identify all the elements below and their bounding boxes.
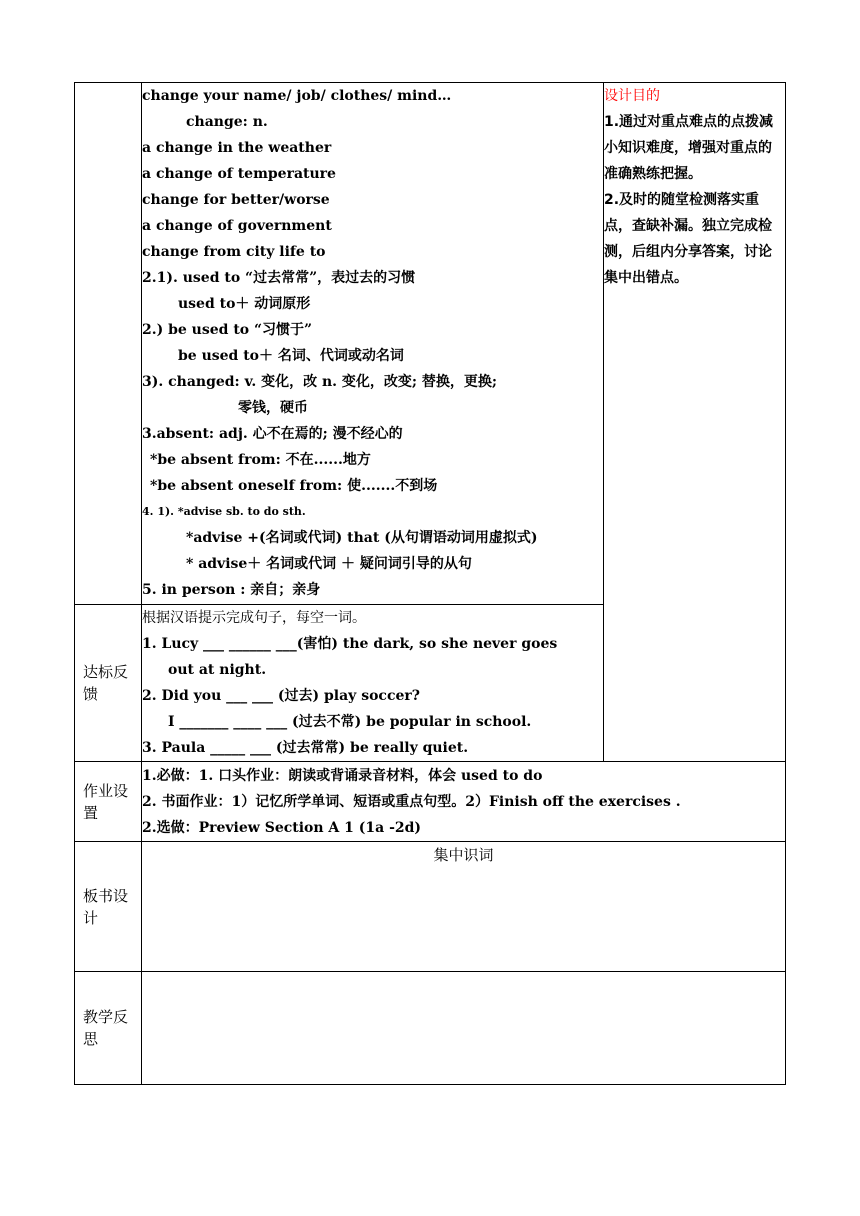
content-line: 3.absent: adj. 心不在焉的; 漫不经心的 bbox=[142, 426, 403, 442]
content-line: change for better/worse bbox=[142, 192, 330, 208]
feedback-cell bbox=[142, 605, 604, 762]
design-purpose-point: 1.通过对重点难点的点拨减小知识难度，增强对重点的准确熟练把握。 bbox=[604, 114, 774, 182]
feedback-line: 1. Lucy ___ ______ ___(害怕) the dark, so she never goes bbox=[142, 636, 558, 652]
content-line: *advise +(名词或代词) that (从句谓语动词用虚拟式) bbox=[186, 530, 538, 546]
design-purpose-cell bbox=[604, 83, 786, 762]
content-label-cell bbox=[75, 83, 142, 605]
content-line: *be absent from: 不在......地方 bbox=[150, 452, 371, 468]
content-line: 3). changed: v. 变化，改 n. 变化，改变; 替换，更换; bbox=[142, 374, 498, 390]
board-design-label: 板书设计 bbox=[75, 842, 142, 972]
homework-line: 1.必做：1. 口头作业：朗读或背诵录音材料，体会 used to do bbox=[142, 768, 543, 784]
board-design-title: 集中识词 bbox=[142, 842, 786, 972]
feedback-line: I _______ ____ ___ (过去不常) be popular in school. bbox=[168, 714, 532, 730]
lesson-plan-table bbox=[74, 82, 786, 1085]
design-purpose-title: 设计目的 bbox=[604, 88, 660, 104]
content-line: be used to＋ 名词、代词或动名词 bbox=[178, 348, 404, 364]
content-line: 5. in person : 亲自；亲身 bbox=[142, 582, 321, 598]
reflection-label: 教学反思 bbox=[75, 972, 142, 1085]
reflection-row bbox=[75, 972, 786, 1085]
homework-row bbox=[75, 762, 786, 842]
content-line: change: n. bbox=[186, 114, 268, 130]
content-line: change your name/ job/ clothes/ mind… bbox=[142, 88, 452, 104]
content-line: change from city life to bbox=[142, 244, 326, 260]
homework-line: 2.选做：Preview Section A 1 (1a -2d) bbox=[142, 820, 422, 836]
content-cell bbox=[142, 83, 604, 605]
content-line: used to＋ 动词原形 bbox=[178, 296, 311, 312]
design-purpose-point: 2.及时的随堂检测落实重点，查缺补漏。独立完成检测，后组内分享答案，讨论集中出错点。 bbox=[604, 192, 772, 286]
content-line: 2.1). used to “过去常常”，表过去的习惯 bbox=[142, 270, 416, 286]
homework-cell bbox=[142, 762, 786, 842]
homework-label: 作业设置 bbox=[75, 762, 142, 842]
feedback-line: 3. Paula _____ ___ (过去常常) be really quiet. bbox=[142, 740, 469, 756]
homework-line: 2. 书面作业：1）记忆所学单词、短语或重点句型。2）Finish off the exercises . bbox=[142, 794, 681, 810]
content-line: 2.) be used to “习惯于” bbox=[142, 322, 313, 338]
feedback-line: out at night. bbox=[168, 662, 267, 678]
content-line: * advise＋ 名词或代词 ＋ 疑问词引导的从句 bbox=[186, 556, 472, 572]
content-line: 4. 1). *advise sb. to do sth. bbox=[142, 505, 306, 518]
feedback-instruction: 根据汉语提示完成句子，每空一词。 bbox=[142, 610, 366, 626]
content-line: a change of government bbox=[142, 218, 332, 234]
board-design-row bbox=[75, 842, 786, 972]
feedback-line: 2. Did you ___ ___ (过去) play soccer? bbox=[142, 688, 420, 704]
content-line: a change in the weather bbox=[142, 140, 332, 156]
content-row bbox=[75, 83, 786, 605]
content-line: a change of temperature bbox=[142, 166, 336, 182]
feedback-label: 达标反馈 bbox=[75, 605, 142, 762]
content-line: *be absent oneself from: 使.......不到场 bbox=[150, 478, 438, 494]
reflection-cell bbox=[142, 972, 786, 1085]
content-line: 零钱，硬币 bbox=[238, 400, 308, 416]
